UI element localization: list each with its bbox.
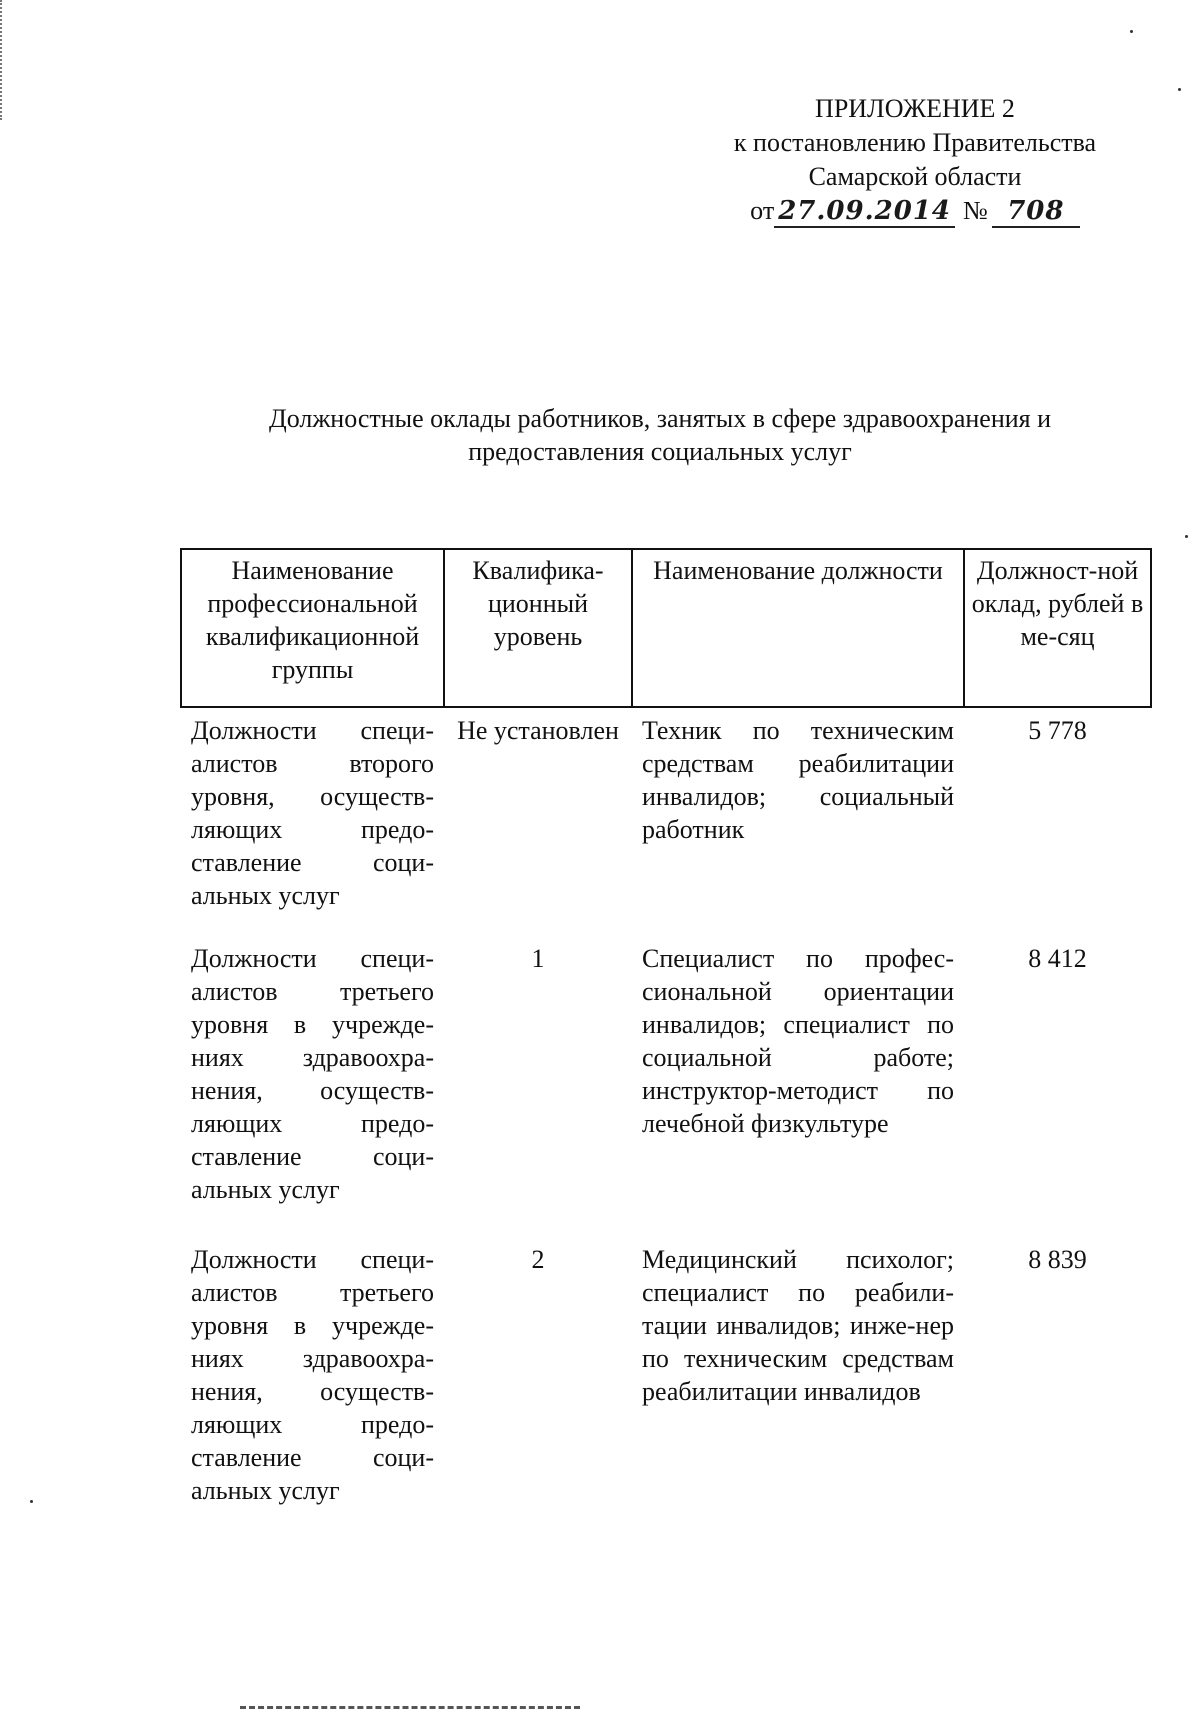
appendix-decree-line: к постановлению Правительства	[733, 128, 1097, 157]
document-title	[120, 402, 1200, 468]
cell-salary: 8 839	[1028, 1245, 1087, 1274]
appendix-title: ПРИЛОЖЕНИЕ 2	[815, 94, 1015, 123]
cell-group: Должности специ-алистов второго уровня, осуществ-ляющих предо-ставление соци-альных услуг	[191, 716, 434, 910]
scan-bottom-mark	[240, 1706, 580, 1712]
cell-positions: Медицинский психолог; специалист по реабили-тации инвалидов; инже-нер по техническим средствам реабилитации инвалидов	[642, 1245, 954, 1406]
cell-salary: 5 778	[1028, 716, 1087, 745]
cell-level: 1	[531, 944, 545, 973]
salary-table	[180, 548, 1152, 1523]
table-header-row	[181, 549, 1151, 707]
header-position: Наименование должности	[632, 549, 964, 707]
cell-salary: 8 412	[1028, 944, 1087, 973]
cell-level: 2	[531, 1245, 545, 1274]
appendix-region-line: Самарской области	[808, 162, 1022, 191]
cell-group: Должности специ-алистов третьего уровня в учрежде-ниях здравоохра-нения, осуществ-ляющих предо-ставление соци-альных услуг	[191, 1245, 434, 1505]
number-sign: №	[963, 196, 988, 225]
document-title-line-2: предоставления социальных услуг	[468, 437, 852, 466]
scan-speck	[30, 1500, 33, 1503]
header-level: Квалифика-ционный уровень	[444, 549, 632, 707]
appendix-header	[700, 92, 1130, 228]
cell-positions: Специалист по профес-сиональной ориентации инвалидов; специалист по социальной работе; инструктор-методист по лечебной физкультуре	[642, 944, 954, 1138]
cell-group: Должности специ-алистов третьего уровня в учрежде-ниях здравоохра-нения, осуществ-ляющих предо-ставление соци-альных услуг	[191, 944, 434, 1204]
cell-positions: Техник по техническим средствам реабилитации инвалидов; социальный работник	[642, 716, 954, 844]
header-salary: Должност-ной оклад, рублей в ме-сяц	[964, 549, 1151, 707]
scan-speck	[1130, 30, 1133, 33]
table-row	[181, 1237, 1151, 1523]
table-row	[181, 707, 1151, 936]
cell-level: Не установлен	[457, 716, 619, 745]
header-group: Наименование профессиональной квалификационной группы	[181, 549, 444, 707]
handwritten-date: 27.09.2014	[774, 196, 955, 228]
handwritten-number: 708	[992, 196, 1080, 228]
scan-edge-mark	[0, 0, 4, 120]
table-row	[181, 936, 1151, 1237]
scan-speck	[1178, 88, 1181, 91]
date-prefix: от	[750, 196, 775, 225]
scan-speck	[1185, 535, 1188, 538]
document-title-line-1: Должностные оклады работников, занятых в сфере здравоохранения и	[268, 404, 1052, 433]
appendix-date-line	[750, 194, 1080, 228]
